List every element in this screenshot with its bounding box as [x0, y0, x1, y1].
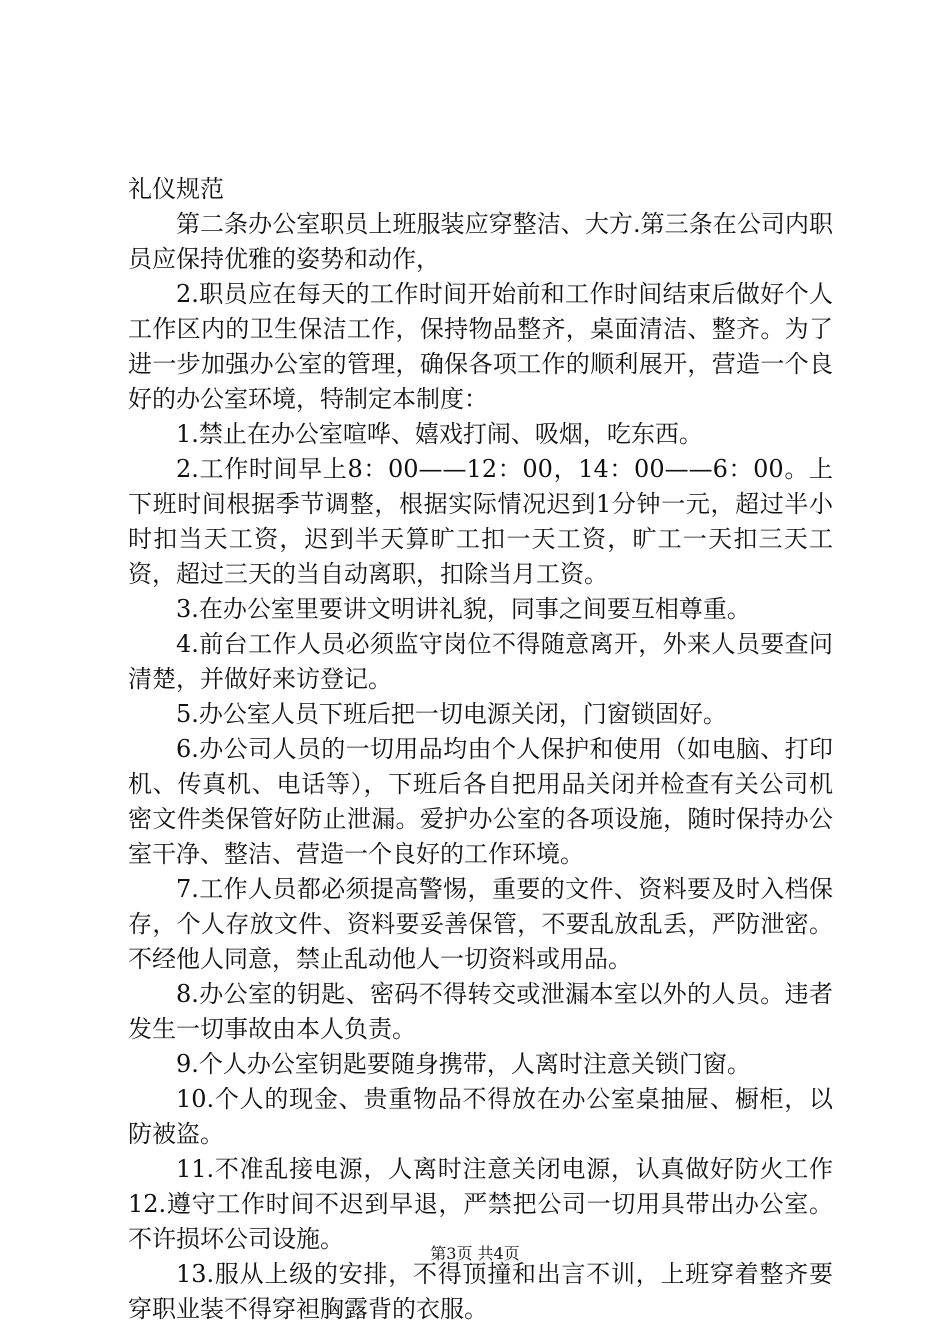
paragraph: 9.个人办公室钥匙要随身携带，人离时注意关锁门窗。: [176, 1050, 751, 1078]
paragraph: 2.工作时间早上8：00——12：00，14：00——6：00。上下班时间根据季节调整，根据实际情况迟到1分钟一元，超过半小时扣当天工资，迟到半天算旷工扣一天工资，旷工一天扣三天工资，超过三天的当自动离职，扣除当月工资。: [128, 455, 833, 588]
paragraph: 6.办公司人员的一切用品均由个人保护和使用（如电脑、打印机、传真机、电话等），下班后各自把用品关闭并检查有关公司机密文件类保管好防止泄漏。爱护办公室的各项设施，随时保持办公室干净、整洁、营造一个良好的工作环境。: [128, 735, 833, 868]
paragraph: 10.个人的现金、贵重物品不得放在办公室桌抽屉、橱柜，以防被盗。: [128, 1085, 833, 1148]
section-title: 礼仪规范: [128, 175, 224, 203]
paragraph: 4.前台工作人员必须监守岗位不得随意离开，外来人员要查问清楚，并做好来访登记。: [128, 630, 833, 693]
paragraph: 3.在办公室里要讲文明讲礼貌，同事之间要互相尊重。: [176, 595, 751, 623]
page-number: 第3页 共4页: [430, 1244, 520, 1263]
paragraph: 7.工作人员都必须提高警惕，重要的文件、资料要及时入档保存，个人存放文件、资料要妥善保管，不要乱放乱丢，严防泄密。不经他人同意，禁止乱动他人一切资料或用品。: [128, 875, 833, 973]
paragraph: 第二条办公室职员上班服装应穿整洁、大方.第三条在公司内职员应保持优雅的姿势和动作，: [128, 210, 833, 273]
paragraph: 11.不准乱接电源，人离时注意关闭电源，认真做好防火工作12.遵守工作时间不迟到早退，严禁把公司一切用具带出办公室。不许损坏公司设施。: [128, 1155, 833, 1253]
paragraph: 5.办公室人员下班后把一切电源关闭，门窗锁固好。: [176, 700, 727, 728]
paragraph: 8.办公室的钥匙、密码不得转交或泄漏本室以外的人员。违者发生一切事故由本人负责。: [128, 980, 833, 1043]
paragraph: 2.职员应在每天的工作时间开始前和工作时间结束后做好个人工作区内的卫生保洁工作，保持物品整齐，桌面清洁、整齐。为了进一步加强办公室的管理，确保各项工作的顺利展开，营造一个良好的办公室环境，特制定本制度：: [128, 280, 833, 413]
document-body: [128, 172, 833, 1327]
paragraph: 13.服从上级的安排，不得顶撞和出言不训，上班穿着整齐要穿职业装不得穿袒胸露背的衣服。: [128, 1260, 833, 1323]
paragraph: 1.禁止在办公室喧哗、嬉戏打闹、吸烟，吃东西。: [176, 420, 703, 448]
